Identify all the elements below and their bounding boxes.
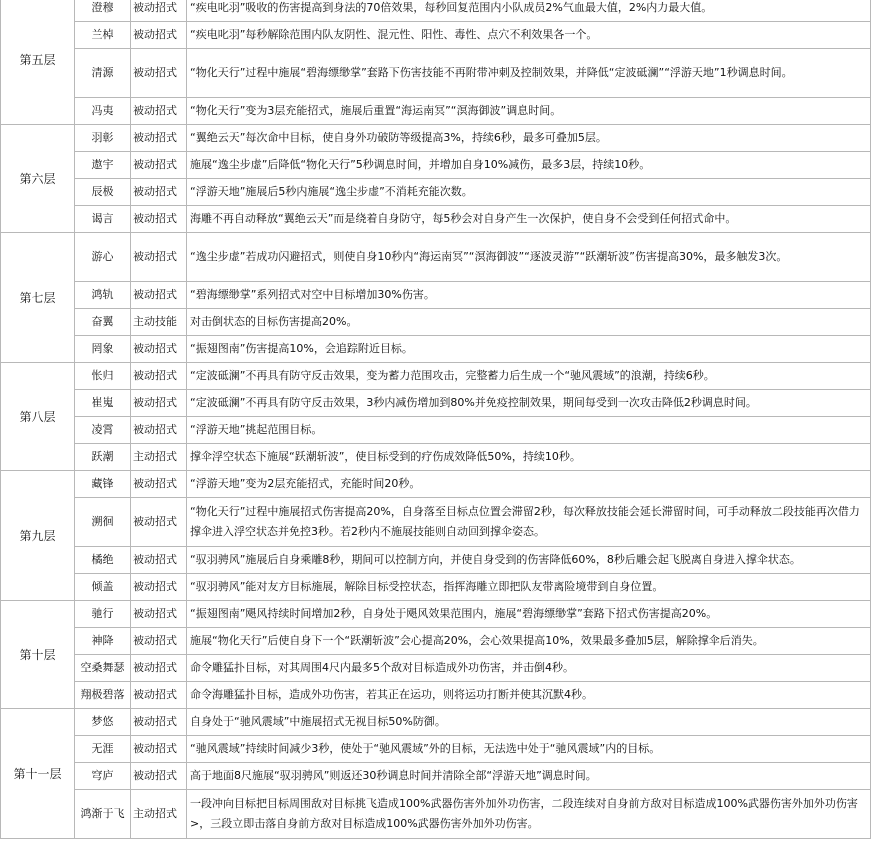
layer-name: 第十一层 (1, 709, 75, 839)
skill-type: 被动招式 (131, 206, 187, 233)
layer-name: 第八层 (1, 363, 75, 471)
skill-name: 辰极 (75, 179, 131, 206)
skill-description: “振翅图南”伤害提高10%，会追踪附近目标。 (187, 336, 871, 363)
skill-description: “定波砥澜”不再具有防守反击效果，变为蓄力范围攻击，完整蓄力后生成一个“驰风震域”的浪潮，持续6秒。 (187, 363, 871, 390)
skill-description: “浮游天地”变为2层充能招式，充能时间20秒。 (187, 471, 871, 498)
table-row (1, 363, 871, 390)
skill-name: 谒言 (75, 206, 131, 233)
skill-description: “定波砥澜”不再具有防守反击效果，3秒内减伤增加到80%并免疫控制效果，期间每受到一次攻击降低2秒调息时间。 (187, 390, 871, 417)
skill-type: 被动招式 (131, 628, 187, 655)
skill-name: 怅归 (75, 363, 131, 390)
skill-description: 命令海雕猛扑目标，造成外功伤害，若其正在运功，则将运功打断并使其沉默4秒。 (187, 682, 871, 709)
skill-type: 被动招式 (131, 390, 187, 417)
skill-type: 主动招式 (131, 790, 187, 839)
table-row (1, 49, 871, 98)
skill-name: 梦悠 (75, 709, 131, 736)
skill-description: “浮游天地”施展后5秒内施展“逸尘步虚”不消耗充能次数。 (187, 179, 871, 206)
skill-name: 遨宇 (75, 152, 131, 179)
skill-name: 崔嵬 (75, 390, 131, 417)
skill-name: 倾盖 (75, 574, 131, 601)
skill-name: 溯徊 (75, 498, 131, 547)
skill-description: 撑伞浮空状态下施展“跃潮斩波”，使目标受到的疗伤成效降低50%，持续10秒。 (187, 444, 871, 471)
skill-name: 无涯 (75, 736, 131, 763)
table-row (1, 417, 871, 444)
table-row (1, 444, 871, 471)
skill-description: “物化天行”变为3层充能招式，施展后重置“海运南冥”“溟海御波”调息时间。 (187, 98, 871, 125)
table-row (1, 709, 871, 736)
skill-type: 被动招式 (131, 233, 187, 282)
skill-description: “浮游天地”挑起范围目标。 (187, 417, 871, 444)
table-row (1, 390, 871, 417)
skill-type: 被动招式 (131, 282, 187, 309)
table-row (1, 206, 871, 233)
skill-name: 鸿轨 (75, 282, 131, 309)
skill-type: 被动招式 (131, 547, 187, 574)
skill-description: 施展“逸尘步虚”后降低“物化天行”5秒调息时间，并增加自身10%减伤，最多3层，持续10秒。 (187, 152, 871, 179)
skill-name: 奋翼 (75, 309, 131, 336)
skill-description: “翼绝云天”每次命中目标，使自身外功破防等级提高3%，持续6秒，最多可叠加5层。 (187, 125, 871, 152)
skill-name: 羽彰 (75, 125, 131, 152)
skill-type: 被动招式 (131, 655, 187, 682)
skill-type: 被动招式 (131, 682, 187, 709)
layer-name: 第十层 (1, 601, 75, 709)
layer-name: 第六层 (1, 125, 75, 233)
table-row (1, 98, 871, 125)
skill-description: 命令雕猛扑目标，对其周围4尺内最多5个敌对目标造成外功伤害，并击倒4秒。 (187, 655, 871, 682)
layer-name: 第九层 (1, 471, 75, 601)
skill-description: 对击倒状态的目标伤害提高20%。 (187, 309, 871, 336)
skill-type: 被动招式 (131, 498, 187, 547)
skill-description: “驭羽骋风”施展后自身乘雕8秒，期间可以控制方向，并使自身受到的伤害降低60%，8秒后雕会起飞脱离自身进入撑伞状态。 (187, 547, 871, 574)
table-row (1, 471, 871, 498)
skill-description: “振翅图南”飓风持续时间增加2秒，自身处于飓风效果范围内，施展“碧海缥缈掌”套路下招式伤害提高20%。 (187, 601, 871, 628)
skill-name: 冯夷 (75, 98, 131, 125)
skill-type: 被动招式 (131, 125, 187, 152)
skill-type: 主动技能 (131, 309, 187, 336)
skill-type: 被动招式 (131, 471, 187, 498)
skill-type: 被动招式 (131, 709, 187, 736)
table-row (1, 336, 871, 363)
skill-name: 空桑舞瑟 (75, 655, 131, 682)
skill-description: 自身处于“驰风震域”中施展招式无视目标50%防御。 (187, 709, 871, 736)
skill-description: “驰风震域”持续时间减少3秒，使处于“驰风震域”外的目标，无法选中处于“驰风震域”内的目标。 (187, 736, 871, 763)
table-row (1, 0, 871, 22)
skill-description: “逸尘步虚”若成功闪避招式，则使自身10秒内“海运南冥”“溟海御波”“逐波灵游”“跃潮斩波”伤害提高30%，最多触发3次。 (187, 233, 871, 282)
skill-type: 被动招式 (131, 763, 187, 790)
table-row (1, 152, 871, 179)
skill-name: 游心 (75, 233, 131, 282)
skill-table-body (1, 0, 871, 839)
table-row (1, 309, 871, 336)
skill-type: 被动招式 (131, 152, 187, 179)
layer-name: 第七层 (1, 233, 75, 363)
skill-name: 罔象 (75, 336, 131, 363)
skill-name: 凌霄 (75, 417, 131, 444)
skill-type: 被动招式 (131, 601, 187, 628)
table-row (1, 628, 871, 655)
skill-description: “物化天行”过程中施展“碧海缥缈掌”套路下伤害技能不再附带冲刺及控制效果，并降低“定波砥澜”“浮游天地”1秒调息时间。 (187, 49, 871, 98)
skill-name: 驰行 (75, 601, 131, 628)
skill-type: 被动招式 (131, 22, 187, 49)
skill-name: 清源 (75, 49, 131, 98)
skill-type: 被动招式 (131, 363, 187, 390)
skill-type: 被动招式 (131, 574, 187, 601)
skill-type: 被动招式 (131, 336, 187, 363)
skill-description: “疾电叱羽”每秒解除范围内队友阴性、混元性、阳性、毒性、点穴不利效果各一个。 (187, 22, 871, 49)
skill-name: 翔极碧落 (75, 682, 131, 709)
skill-name: 神降 (75, 628, 131, 655)
table-row (1, 655, 871, 682)
table-row (1, 601, 871, 628)
table-row (1, 282, 871, 309)
layer-name: 第五层 (1, 0, 75, 125)
skill-name: 藏锋 (75, 471, 131, 498)
skill-name: 橘绝 (75, 547, 131, 574)
skill-name: 穹庐 (75, 763, 131, 790)
skill-type: 被动招式 (131, 0, 187, 22)
skill-type: 被动招式 (131, 49, 187, 98)
table-row (1, 125, 871, 152)
skill-name: 跃潮 (75, 444, 131, 471)
skill-description: “疾电叱羽”吸收的伤害提高到身法的70倍效果，每秒回复范围内小队成员2%气血最大值，2%内力最大值。 (187, 0, 871, 22)
table-row (1, 574, 871, 601)
table-row (1, 790, 871, 839)
skill-type: 被动招式 (131, 179, 187, 206)
skill-type: 被动招式 (131, 417, 187, 444)
skill-name: 澄穆 (75, 0, 131, 22)
skill-description: “物化天行”过程中施展招式伤害提高20%，自身落至目标点位置会滞留2秒，每次释放技能会延长滞留时间，可手动释放二段技能再次借力撑伞进入浮空状态并免控3秒。若2秒内不施展技能则自动回到撑伞姿态。 (187, 498, 871, 547)
table-row (1, 547, 871, 574)
table-row (1, 498, 871, 547)
skill-name: 兰棹 (75, 22, 131, 49)
skill-name: 鸿渐于飞 (75, 790, 131, 839)
skill-description: 施展“物化天行”后使自身下一个“跃潮斩波”会心提高20%，会心效果提高10%，效果最多叠加5层，解除撑伞后消失。 (187, 628, 871, 655)
table-row (1, 682, 871, 709)
table-row (1, 763, 871, 790)
table-row (1, 736, 871, 763)
skill-type: 被动招式 (131, 98, 187, 125)
table-row (1, 233, 871, 282)
table-row (1, 22, 871, 49)
skill-description: 高于地面8尺施展“驭羽骋风”则返还30秒调息时间并清除全部“浮游天地”调息时间。 (187, 763, 871, 790)
table-row (1, 179, 871, 206)
skill-description: “碧海缥缈掌”系列招式对空中目标增加30%伤害。 (187, 282, 871, 309)
skill-description: 一段冲向目标把目标周围敌对目标挑飞造成100%武器伤害外加外功伤害，二段连续对自身前方敌对目标造成100%武器伤害外加外功伤害>，三段立即击落自身前方敌对目标造成100%武器伤害外加外功伤害。 (187, 790, 871, 839)
skill-type: 主动招式 (131, 444, 187, 471)
skill-type: 被动招式 (131, 736, 187, 763)
skill-description: 海雕不再自动释放“翼绝云天”而是绕着自身防守，每5秒会对自身产生一次保护，使自身不会受到任何招式命中。 (187, 206, 871, 233)
skill-description: “驭羽骋风”能对友方目标施展，解除目标受控状态，指挥海雕立即把队友带离险境带到自身位置。 (187, 574, 871, 601)
